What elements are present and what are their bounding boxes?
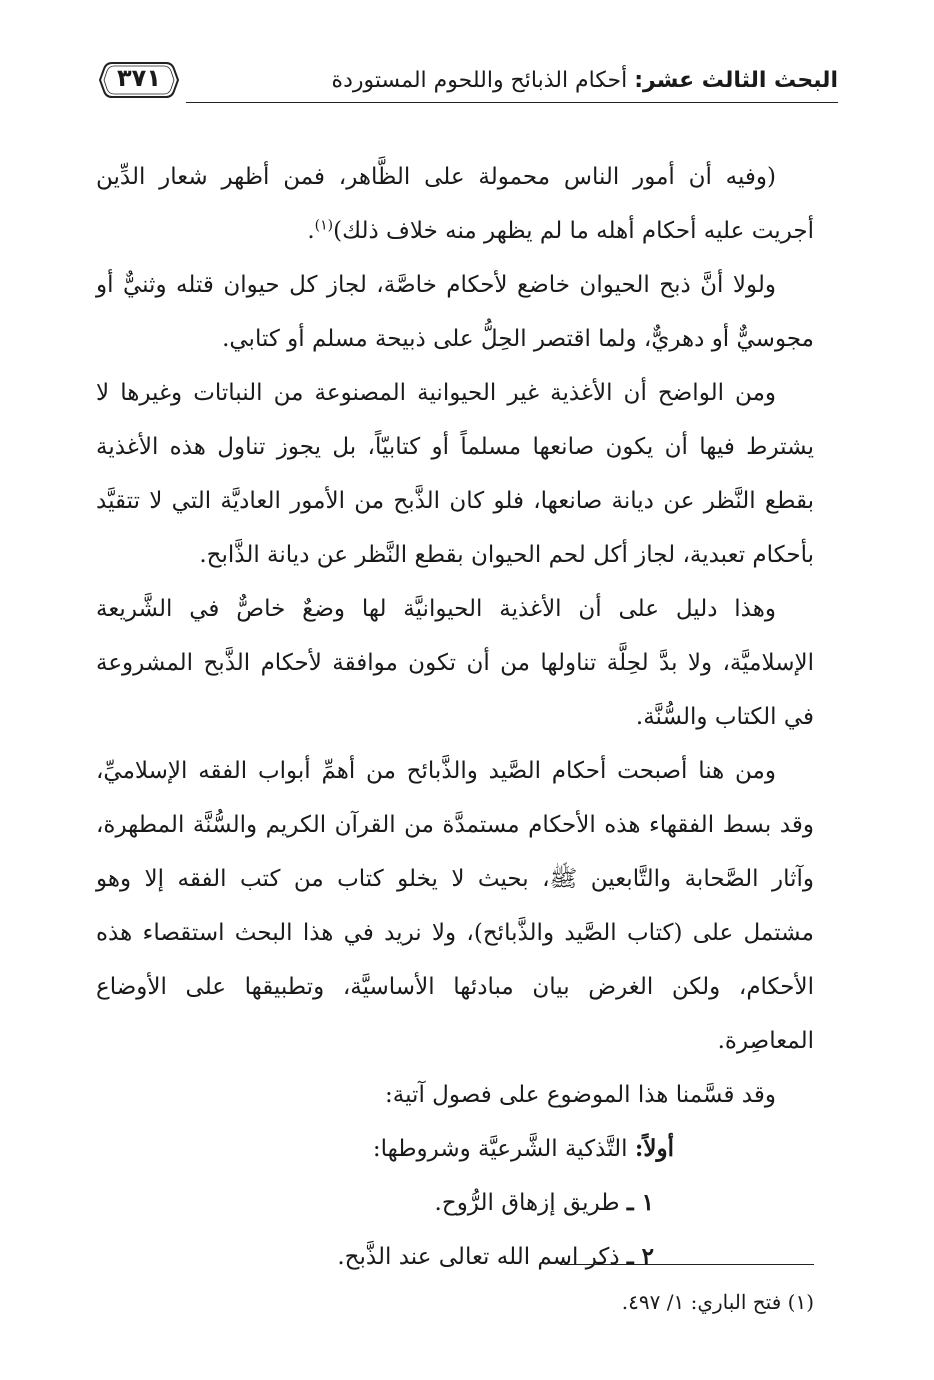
section-heading-label: أولاً:	[634, 1135, 674, 1162]
running-title-chapter: البحث الثالث عشر:	[634, 68, 838, 93]
page-number: ٣٧١	[117, 64, 161, 92]
footnote-rule	[560, 1264, 814, 1265]
header-rule	[186, 102, 838, 103]
list-item-2-text: ذكر اسم الله تعالى عند الذَّبح.	[337, 1244, 627, 1270]
list-item-2	[96, 1230, 814, 1284]
body-text	[96, 150, 814, 1284]
paragraph-1	[96, 150, 814, 258]
list-item-2-number: ٢ ـ	[626, 1243, 654, 1270]
section-heading-text: التَّذكية الشَّرعيَّة وشروطها:	[372, 1136, 635, 1162]
list-item-1	[96, 1176, 814, 1230]
page-header	[98, 60, 838, 112]
paragraph-6: وقد قسَّمنا هذا الموضوع على فصول آتية:	[385, 1082, 776, 1108]
footnote-ref: (١)	[314, 217, 334, 234]
paragraph-1-end: .	[307, 218, 315, 244]
paragraph-5: ومن هنا أصبحت أحكام الصَّيد والذَّبائح من أهمِّ أبواب الفقه الإسلاميِّ، وقد بسط الفقهاء هذه الأحكام مستمدَّة من القرآن الكريم والسُّنَّة المطهرة، وآثار الصَّحابة والتَّابعين ﷺ، بحيث لا يخلو كتاب من كتب الفقه إلا وهو مشتمل على (كتاب الصَّيد والذَّبائح)، ولا نريد في هذا البحث استقصاء هذه الأحكام، ولكن الغرض بيان مبادئها الأساسيَّة، وتطبيقها على الأوضاع المعاصِرة.	[96, 758, 814, 1054]
section-heading	[96, 1122, 814, 1176]
page-number-frame	[98, 60, 180, 100]
paragraph-4: وهذا دليل على أن الأغذية الحيوانيَّة لها وضعٌ خاصٌّ في الشَّريعة الإسلاميَّة، ولا بدَّ لحِلَّة تناولها من أن تكون موافقة لأحكام الذَّبح المشروعة في الكتاب والسُّنَّة.	[96, 596, 814, 730]
running-title	[332, 68, 838, 93]
footnote: (١) فتح الباري: ١/ ٤٩٧.	[621, 1290, 814, 1314]
paragraph-2: ولولا أنَّ ذبح الحيوان خاضع لأحكام خاصَّة، لجاز كل حيوان قتله وثنيٌّ أو مجوسيٌّ أو دهريٌّ، ولما اقتصر الحِلُّ على ذبيحة مسلم أو كتابي.	[96, 272, 814, 352]
paragraph-3: ومن الواضح أن الأغذية غير الحيوانية المصنوعة من النباتات وغيرها لا يشترط فيها أن يكون صانعها مسلماً أو كتابيّاً، بل يجوز تناول هذه الأغذية بقطع النَّظر عن ديانة صانعها، فلو كان الذَّبح من الأمور العاديَّة التي لا تتقيَّد بأحكام تعبدية، لجاز أكل لحم الحيوان بقطع النَّظر عن ديانة الذَّابح.	[96, 380, 814, 568]
running-title-subject: أحكام الذبائح واللحوم المستوردة	[331, 68, 635, 93]
list-item-1-text: طريق إزهاق الرُّوح.	[434, 1190, 627, 1216]
paragraph-1-text: (وفيه أن أمور الناس محمولة على الظَّاهر، فمن أظهر شعار الدِّين أجريت عليه أحكام أهله ما لم يظهر منه خلاف ذلك)	[96, 164, 814, 244]
list-item-1-number: ١ ـ	[626, 1189, 654, 1216]
